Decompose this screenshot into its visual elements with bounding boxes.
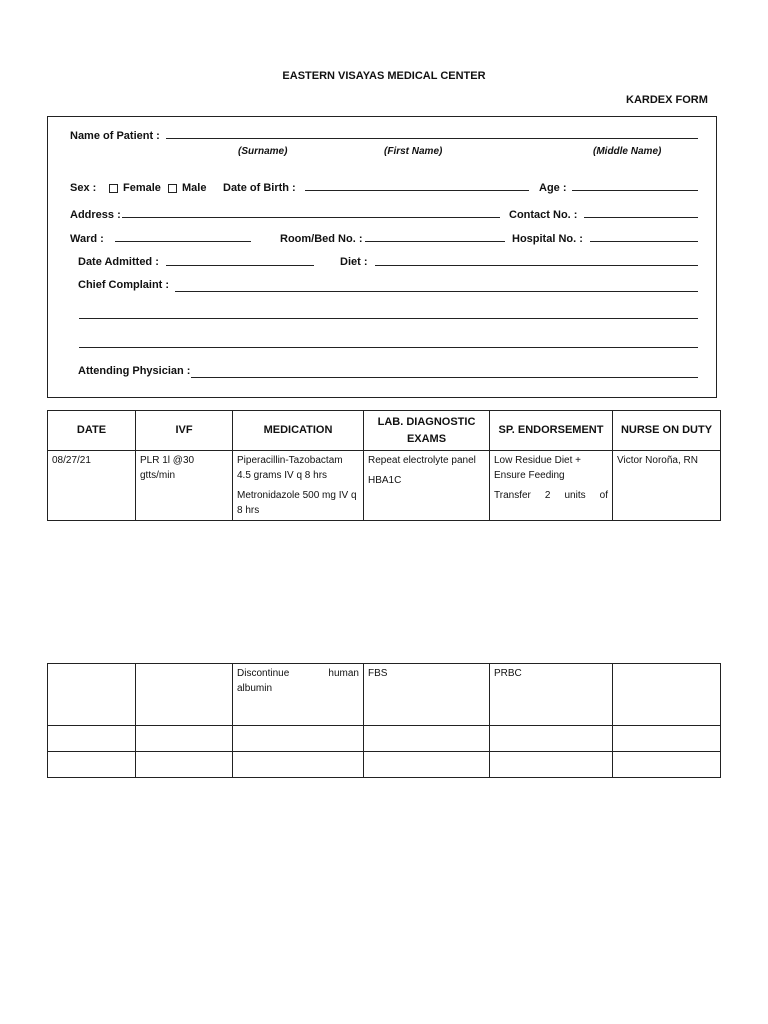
date-admitted-field[interactable]	[166, 265, 314, 266]
table-row	[48, 664, 721, 726]
age-field[interactable]	[572, 190, 698, 191]
table-row	[48, 752, 721, 778]
room-bed-label: Room/Bed No. :	[280, 233, 363, 245]
age-label: Age :	[539, 182, 567, 194]
institution-title: EASTERN VISAYAS MEDICAL CENTER	[282, 70, 486, 82]
ward-label: Ward :	[70, 233, 104, 245]
room-bed-field[interactable]	[365, 241, 505, 242]
kardex-table-continued	[47, 663, 721, 778]
chief-complaint-label: Chief Complaint :	[78, 279, 170, 291]
form-name: KARDEX FORM	[626, 94, 708, 106]
endorsement-1: Low Residue Diet + Ensure Feeding	[494, 455, 581, 481]
cell-lab: FBS	[364, 664, 490, 726]
surname-caption: (Surname)	[238, 146, 288, 157]
medication-2: Metronidazole 500 mg IV q 8 hrs	[237, 490, 357, 516]
diet-label: Diet :	[340, 256, 368, 268]
cell-date	[48, 664, 136, 726]
attending-physician-field[interactable]	[191, 377, 698, 378]
header-medication: MEDICATION	[233, 411, 364, 451]
endorsement-2: Transfer 2 units of	[494, 490, 608, 501]
kardex-table	[47, 410, 721, 521]
cell-nurse: Victor Noroña, RN	[613, 451, 721, 521]
cell-endorsement	[490, 451, 613, 521]
medication-discontinue: Discontinue human albumin	[237, 668, 359, 694]
chief-complaint-line-2[interactable]	[79, 318, 698, 319]
cell-nurse	[613, 664, 721, 726]
table-header-row	[48, 411, 721, 451]
hospital-no-field[interactable]	[590, 241, 698, 242]
lab-2: HBA1C	[368, 475, 402, 486]
header-lab-diagnostic: LAB. DIAGNOSTIC EXAMS	[364, 411, 490, 451]
table-row	[48, 726, 721, 752]
patient-name-label: Name of Patient :	[70, 130, 160, 142]
date-admitted-label: Date Admitted :	[78, 256, 159, 268]
cell-medication	[233, 451, 364, 521]
contact-label: Contact No. :	[509, 209, 578, 221]
address-label: Address :	[70, 209, 121, 221]
patient-name-field[interactable]	[166, 138, 698, 139]
cell-medication	[233, 664, 364, 726]
middle-name-caption: (Middle Name)	[593, 146, 662, 157]
header-date: DATE	[48, 411, 136, 451]
contact-field[interactable]	[584, 217, 698, 218]
cell-ivf: PLR 1l @30 gtts/min	[136, 451, 233, 521]
lab-1: Repeat electrolyte panel	[368, 455, 476, 466]
dob-label: Date of Birth :	[223, 182, 296, 194]
address-field[interactable]	[122, 217, 500, 218]
chief-complaint-line-3[interactable]	[79, 347, 698, 348]
header-nurse-on-duty: NURSE ON DUTY	[613, 411, 721, 451]
first-name-caption: (First Name)	[384, 146, 443, 157]
cell-ivf	[136, 664, 233, 726]
ward-field[interactable]	[115, 241, 251, 242]
sex-label: Sex :	[70, 182, 97, 194]
cell-endorsement: PRBC	[490, 664, 613, 726]
header-sp-endorsement: SP. ENDORSEMENT	[490, 411, 613, 451]
female-checkbox[interactable]	[109, 184, 118, 193]
attending-physician-label: Attending Physician :	[78, 365, 191, 377]
medication-1: Piperacillin-Tazobactam 4.5 grams IV q 8 hrs	[237, 455, 343, 481]
chief-complaint-field[interactable]	[175, 291, 698, 292]
hospital-no-label: Hospital No. :	[512, 233, 583, 245]
cell-lab	[364, 451, 490, 521]
female-label: Female	[123, 182, 161, 194]
male-checkbox[interactable]	[168, 184, 177, 193]
male-label: Male	[182, 182, 207, 194]
cell-date: 08/27/21	[48, 451, 136, 521]
dob-field[interactable]	[305, 190, 529, 191]
header-ivf: IVF	[136, 411, 233, 451]
diet-field[interactable]	[375, 265, 698, 266]
table-row	[48, 451, 721, 521]
